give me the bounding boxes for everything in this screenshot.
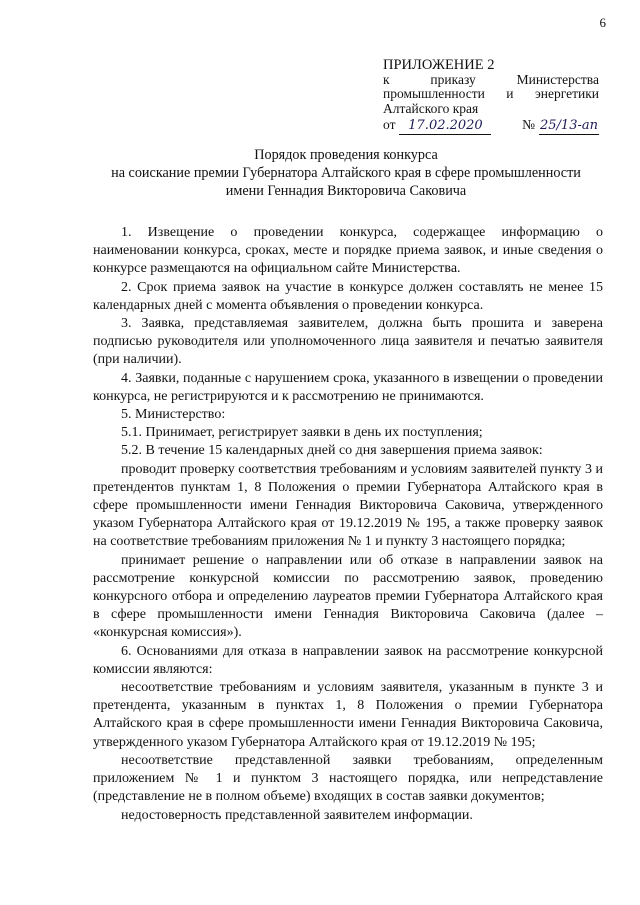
appendix-date-line	[383, 118, 599, 135]
paragraph-5: 5. Министерство:	[121, 407, 226, 423]
paragraph-6-reason-3: недостоверность представленной заявителем информации.	[121, 807, 473, 823]
paragraph-5-2-decision: принимает решение о направлении или об отказе в направлении заявок на рассмотрение конкурсной комиссии по рассмотрению заявок, проведению конкурсного отбора и определению лауреатов премии Губернатора Алтайского края в сфере промышленности имени Геннадия Викторовича Саковича (далее – «конкурсная комиссия»).	[93, 552, 603, 641]
paragraph-5-1: 5.1. Принимает, регистрирует заявки в день их поступления;	[121, 425, 483, 441]
paragraph-3: 3. Заявка, представляемая заявителем, должна быть прошита и заверена подписью руководителя или уполномоченного лица заявителя и печатью заявителя (при наличии).	[93, 316, 603, 368]
paragraph-1: 1. Извещение о проведении конкурса, содержащее информацию о наименовании конкурса, сроках, месте и порядке приема заявок, и иные сведения о конкурсе размещаются на официальном сайте Министерства.	[93, 225, 603, 277]
document-heading	[60, 147, 632, 200]
heading-line-3: имени Геннадия Викторовича Саковича	[225, 182, 467, 199]
paragraph-6-reason-1: несоответствие требованиям и условиям заявителя, указанным в пункте 3 и претендента, указанным в пунктах 1, 8 Положения о премии Губернатора Алтайского края в сфере промышленности имени Геннадия Викторовича Саковича, утвержденного указом Губернатора Алтайского края от 19.12.2019 № 195;	[93, 680, 603, 750]
paragraph-2: 2. Срок приема заявок на участие в конкурсе должен составлять не менее 15 календарных дней с момента объявления о проведении конкурса.	[93, 279, 603, 313]
appendix-line-1: к приказу Министерства	[383, 71, 599, 87]
paragraph-6-reason-2: несоответствие представленной заявки требованиям, определенным приложением № 1 и пунктом 3 настоящего порядка, или непредставление (представление не в полном объеме) входящих в состав заявки документов;	[93, 752, 603, 805]
handwritten-number: 25/13-ап	[540, 118, 598, 133]
document-body	[93, 224, 603, 825]
appendix-line-2: промышленности и энергетики	[383, 86, 599, 101]
handwritten-date: 17.02.2020	[399, 119, 491, 135]
page-number: 6	[599, 15, 606, 30]
paragraph-4: 4. Заявки, поданные с нарушением срока, указанного в извещении о проведении конкурса, не регистрируются и к рассмотрению не принимаются.	[93, 370, 603, 404]
date-prefix: от	[383, 117, 396, 132]
appendix-title: ПРИЛОЖЕНИЕ 2	[383, 57, 495, 73]
heading-line-1: Порядок проведения конкурса	[254, 147, 438, 163]
heading-line-2: на соискание премии Губернатора Алтайского края в сфере промышленности	[111, 164, 581, 181]
number-prefix: №	[522, 117, 535, 132]
paragraph-5-2-check: проводит проверку соответствия требованиям и условиям заявителей пункту 3 и претендентов пунктам 1, 8 Положения о премии Губернатора Алтайского края в сфере промышленности имени Геннадия Викторовича Саковича, утвержденного указом Губернатора Алтайского края от 19.12.2019 № 195, а также проверку заявок на соответствие требованиям приложения № 1 и пункту 3 настоящего порядка;	[93, 461, 603, 550]
paragraph-5-2: 5.2. В течение 15 календарных дней со дня завершения приема заявок:	[121, 443, 543, 459]
paragraph-6: 6. Основаниями для отказа в направлении заявок на рассмотрение конкурсной комиссии являются:	[93, 643, 603, 677]
appendix-block	[383, 58, 599, 135]
appendix-line-3: Алтайского края	[383, 100, 479, 116]
